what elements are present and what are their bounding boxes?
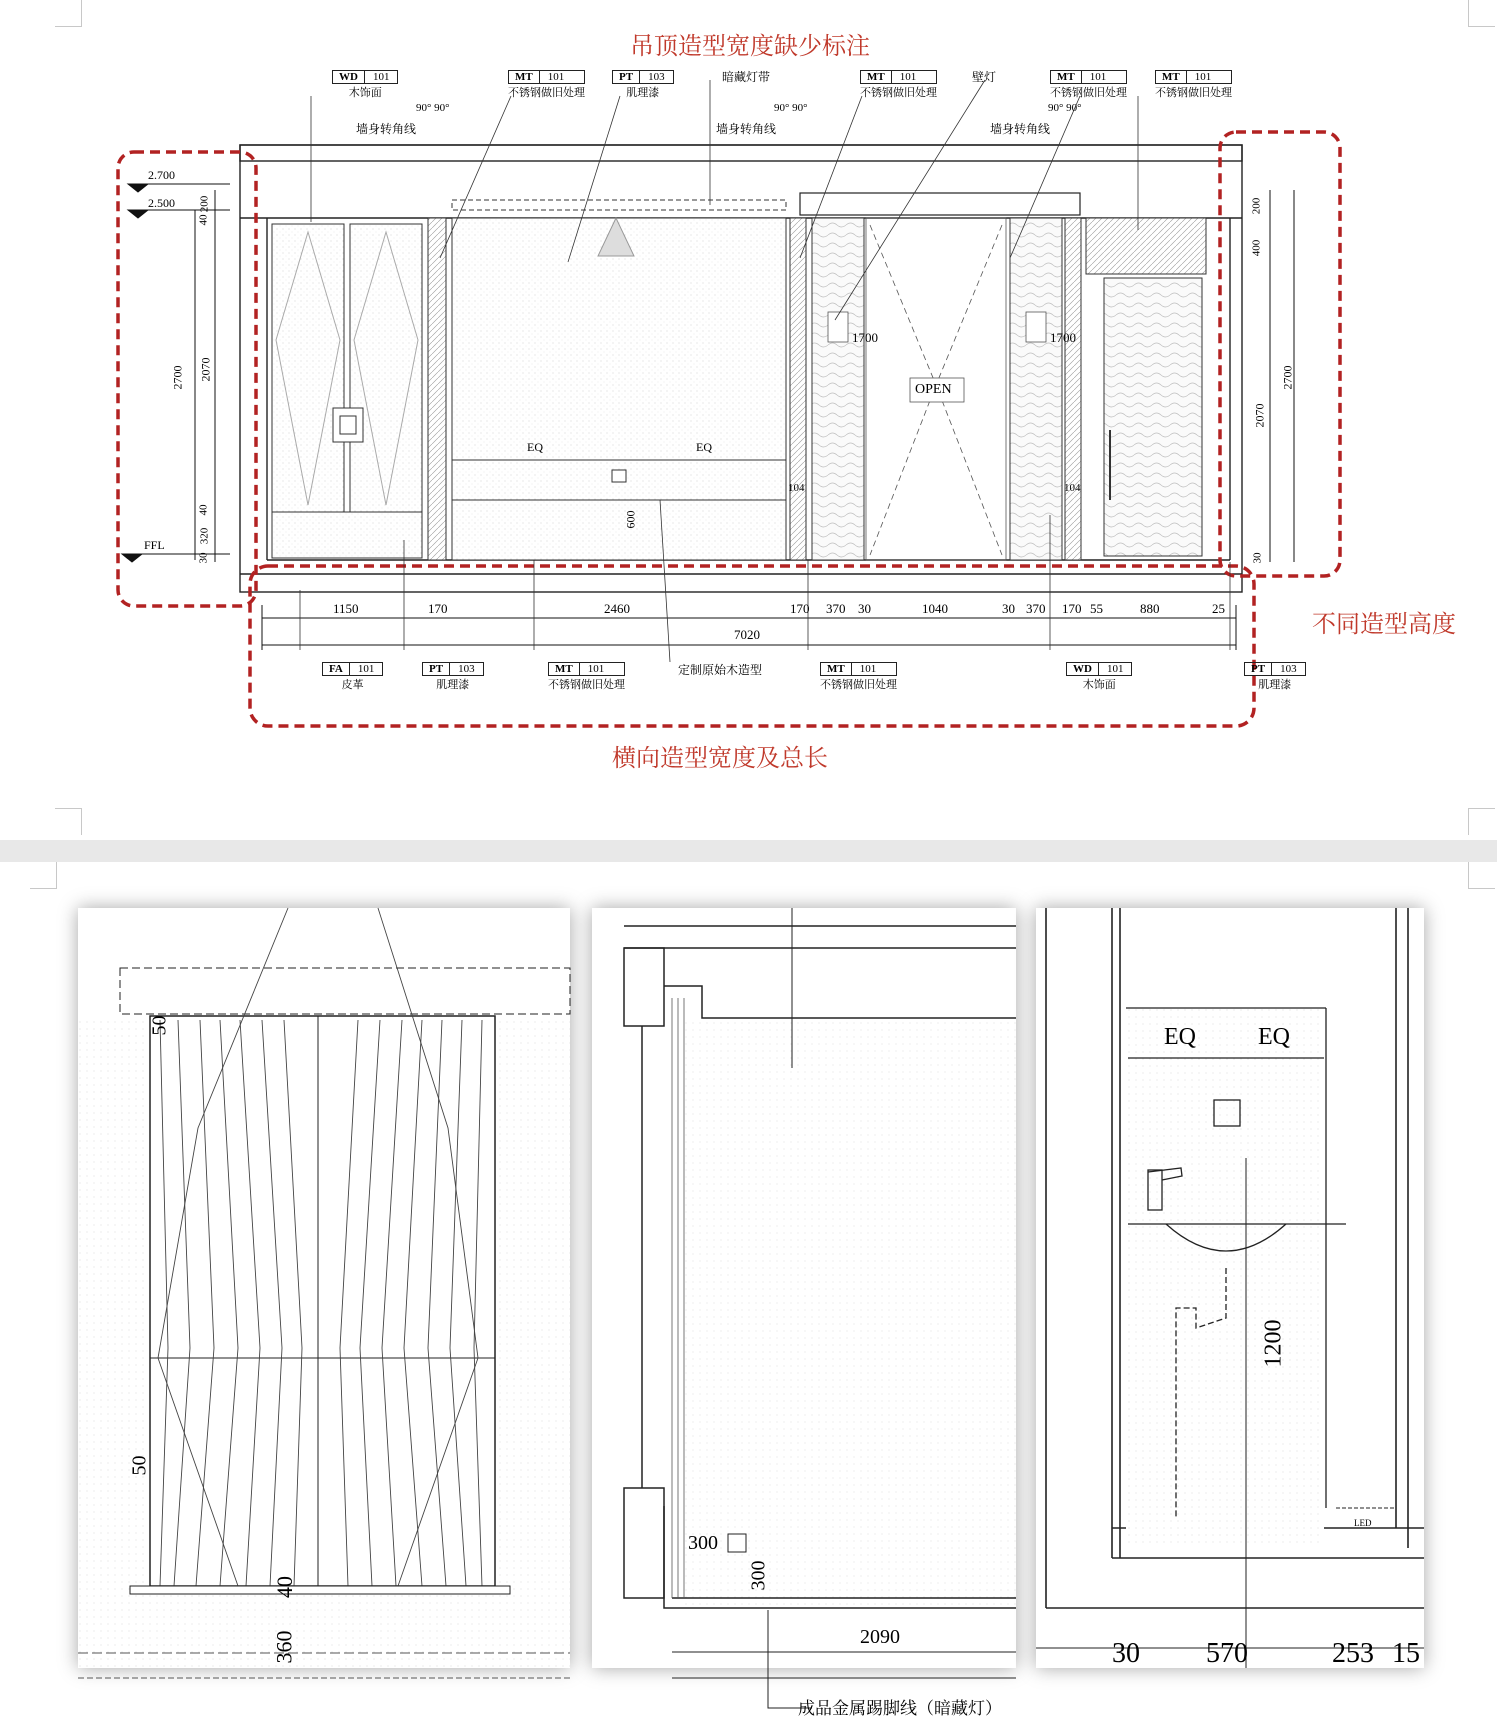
tag-top-1: [332, 70, 398, 100]
tag-num: 101: [1194, 71, 1212, 83]
tag-desc: 肌理漆: [436, 679, 470, 691]
dim-left-200: 200: [198, 195, 211, 213]
dim-15: 15: [1392, 1638, 1420, 1669]
dim-300-horizontal: 300: [688, 1532, 718, 1554]
tag-num: 101: [1089, 71, 1107, 83]
page-corner-mark: [1468, 862, 1495, 889]
label-eq: EQ: [527, 440, 543, 454]
dim-bottom-total: 7020: [734, 627, 760, 642]
label-dim-104: 104: [788, 482, 805, 494]
dim-left-2070: 2070: [198, 357, 213, 382]
dim-bottom-1150: 1150: [333, 601, 359, 616]
label-eq-left: EQ: [1164, 1024, 1196, 1050]
tag-top-5: [1050, 70, 1127, 100]
wardrobe-doors: [272, 224, 422, 558]
dim-bottom-30: 30: [858, 601, 871, 616]
dim-50-side: 50: [128, 1455, 151, 1476]
tag-bottom-3: [548, 662, 625, 692]
tag-desc: 不锈钢做旧处理: [860, 87, 937, 99]
tag-bottom-1: [322, 662, 383, 692]
label-hidden-light: 暗藏灯带: [722, 70, 771, 84]
dim-bottom-170b: 170: [790, 601, 810, 616]
tag-code: PT: [1245, 663, 1272, 675]
page-corner-mark: [30, 862, 57, 889]
label-eq: EQ: [696, 440, 712, 454]
section-drawing: [592, 908, 1016, 1668]
label-dim-600: 600: [623, 510, 638, 529]
detail-panel-washbasin: [1036, 908, 1424, 1668]
level-2700: 2.700: [148, 168, 175, 182]
detail-panel-curtain: [78, 908, 570, 1668]
tag-code: PT: [423, 663, 450, 675]
tag-num: 103: [648, 71, 665, 83]
tag-desc: 肌理漆: [1258, 679, 1292, 691]
tag-code: MT: [1156, 71, 1187, 83]
tag-desc: 不锈钢做旧处理: [548, 679, 625, 691]
label-height-1700: 1700: [852, 330, 878, 345]
label-wall-corner: 墙身转角线: [716, 122, 777, 136]
tag-code: MT: [509, 71, 540, 83]
dim-left-30: 30: [197, 552, 210, 564]
dim-360: 360: [271, 1630, 297, 1664]
tag-num: 101: [1106, 663, 1124, 675]
tag-code: MT: [549, 663, 580, 675]
tag-desc: 木饰面: [1082, 679, 1116, 691]
dim-bottom-25: 25: [1212, 601, 1225, 616]
tag-num: 101: [587, 663, 605, 675]
dim-right-2070: 2070: [1252, 403, 1267, 428]
dim-left-2700: 2700: [170, 365, 185, 390]
dim-1200: 1200: [1260, 1319, 1287, 1368]
dim-bottom-170c: 170: [1062, 601, 1082, 616]
tag-desc: 不锈钢做旧处理: [1155, 87, 1232, 99]
dim-bottom-30b: 30: [1002, 601, 1015, 616]
annotation-top: 吊顶造型宽度缺少标注: [630, 32, 870, 60]
dim-bottom-880: 880: [1140, 601, 1160, 616]
page-separator: [0, 840, 1497, 862]
label-eq-right: EQ: [1258, 1024, 1290, 1050]
label-angle: 90° 90°: [774, 102, 808, 114]
level-ffl: FFL: [144, 538, 165, 552]
washbasin-drawing: [1036, 908, 1424, 1668]
tag-num: 101: [547, 71, 565, 83]
tag-num: 101: [372, 71, 390, 83]
dim-bottom-55: 55: [1090, 601, 1103, 616]
dim-bottom-370: 370: [826, 601, 846, 616]
dim-right-2700: 2700: [1280, 365, 1295, 390]
tag-code: WD: [333, 71, 365, 83]
tag-top-6: [1155, 70, 1232, 100]
dim-300-vertical: 300: [747, 1560, 770, 1591]
tag-desc: 木饰面: [348, 87, 382, 99]
tag-code: FA: [323, 663, 350, 675]
dim-570: 570: [1206, 1638, 1248, 1669]
tag-code: MT: [861, 71, 892, 83]
tag-top-3: [612, 70, 674, 100]
dim-left-320: 320: [198, 527, 211, 545]
annotation-right: 不同造型高度: [1312, 610, 1456, 638]
dim-right-30: 30: [1251, 552, 1264, 564]
label-wall-corner: 墙身转角线: [356, 122, 417, 136]
tag-num: 103: [1280, 663, 1297, 675]
dim-50-top: 50: [148, 1015, 171, 1036]
dim-253: 253: [1332, 1638, 1374, 1669]
tag-code: WD: [1067, 663, 1099, 675]
label-led: LED: [1354, 1518, 1372, 1528]
label-skirting: 成品金属踢脚线（暗藏灯）: [798, 1699, 1002, 1718]
tag-num: 101: [357, 663, 375, 675]
label-height-1700: 1700: [1050, 330, 1076, 345]
dim-40: 40: [272, 1576, 297, 1598]
tag-top-2: [508, 70, 585, 100]
dim-left-40: 40: [197, 214, 210, 226]
label-open: OPEN: [915, 382, 952, 397]
label-angle: 90° 90°: [416, 102, 450, 114]
dim-right-400: 400: [1250, 239, 1263, 257]
detail-panel-section: [592, 908, 1016, 1718]
tag-desc: 不锈钢做旧处理: [1050, 87, 1127, 99]
tag-bottom-4: [820, 662, 897, 692]
tag-desc: 不锈钢做旧处理: [820, 679, 897, 691]
tag-bottom-5: [1066, 662, 1132, 692]
tag-code: PT: [613, 71, 640, 83]
dim-bottom-1040: 1040: [922, 601, 948, 616]
bed-wall: [452, 200, 786, 560]
dim-bottom-2460: 2460: [604, 601, 630, 616]
label-wall-lamp: 壁灯: [972, 70, 997, 84]
label-angle: 90° 90°: [1048, 102, 1082, 114]
right-door: [1086, 218, 1206, 556]
tag-top-4: [860, 70, 937, 100]
dim-bottom-170: 170: [428, 601, 448, 616]
tag-num: 101: [899, 71, 917, 83]
tag-desc: 肌理漆: [626, 87, 660, 99]
tag-desc: 皮革: [341, 679, 364, 691]
annotation-bottom: 横向造型宽度及总长: [612, 744, 828, 772]
tag-code: MT: [1051, 71, 1082, 83]
dim-bottom-370b: 370: [1026, 601, 1046, 616]
label-wall-corner: 墙身转角线: [990, 122, 1051, 136]
dim-30: 30: [1112, 1638, 1140, 1669]
drawing-page-details: [0, 862, 1497, 1718]
dim-right-200: 200: [1250, 197, 1263, 215]
label-dim-104: 104: [1064, 482, 1081, 494]
tag-code: MT: [821, 663, 852, 675]
label-custom-wood: 定制原始木造型: [678, 663, 763, 677]
dim-left-40b: 40: [197, 504, 210, 516]
drawing-page-elevation: [0, 0, 1497, 840]
tag-bottom-6: [1244, 662, 1306, 692]
dim-2090: 2090: [860, 1626, 900, 1648]
tag-desc: 不锈钢做旧处理: [508, 87, 585, 99]
tag-num: 101: [859, 663, 877, 675]
level-2500: 2.500: [148, 196, 175, 210]
tag-num: 103: [458, 663, 475, 675]
tag-bottom-2: [422, 662, 484, 692]
